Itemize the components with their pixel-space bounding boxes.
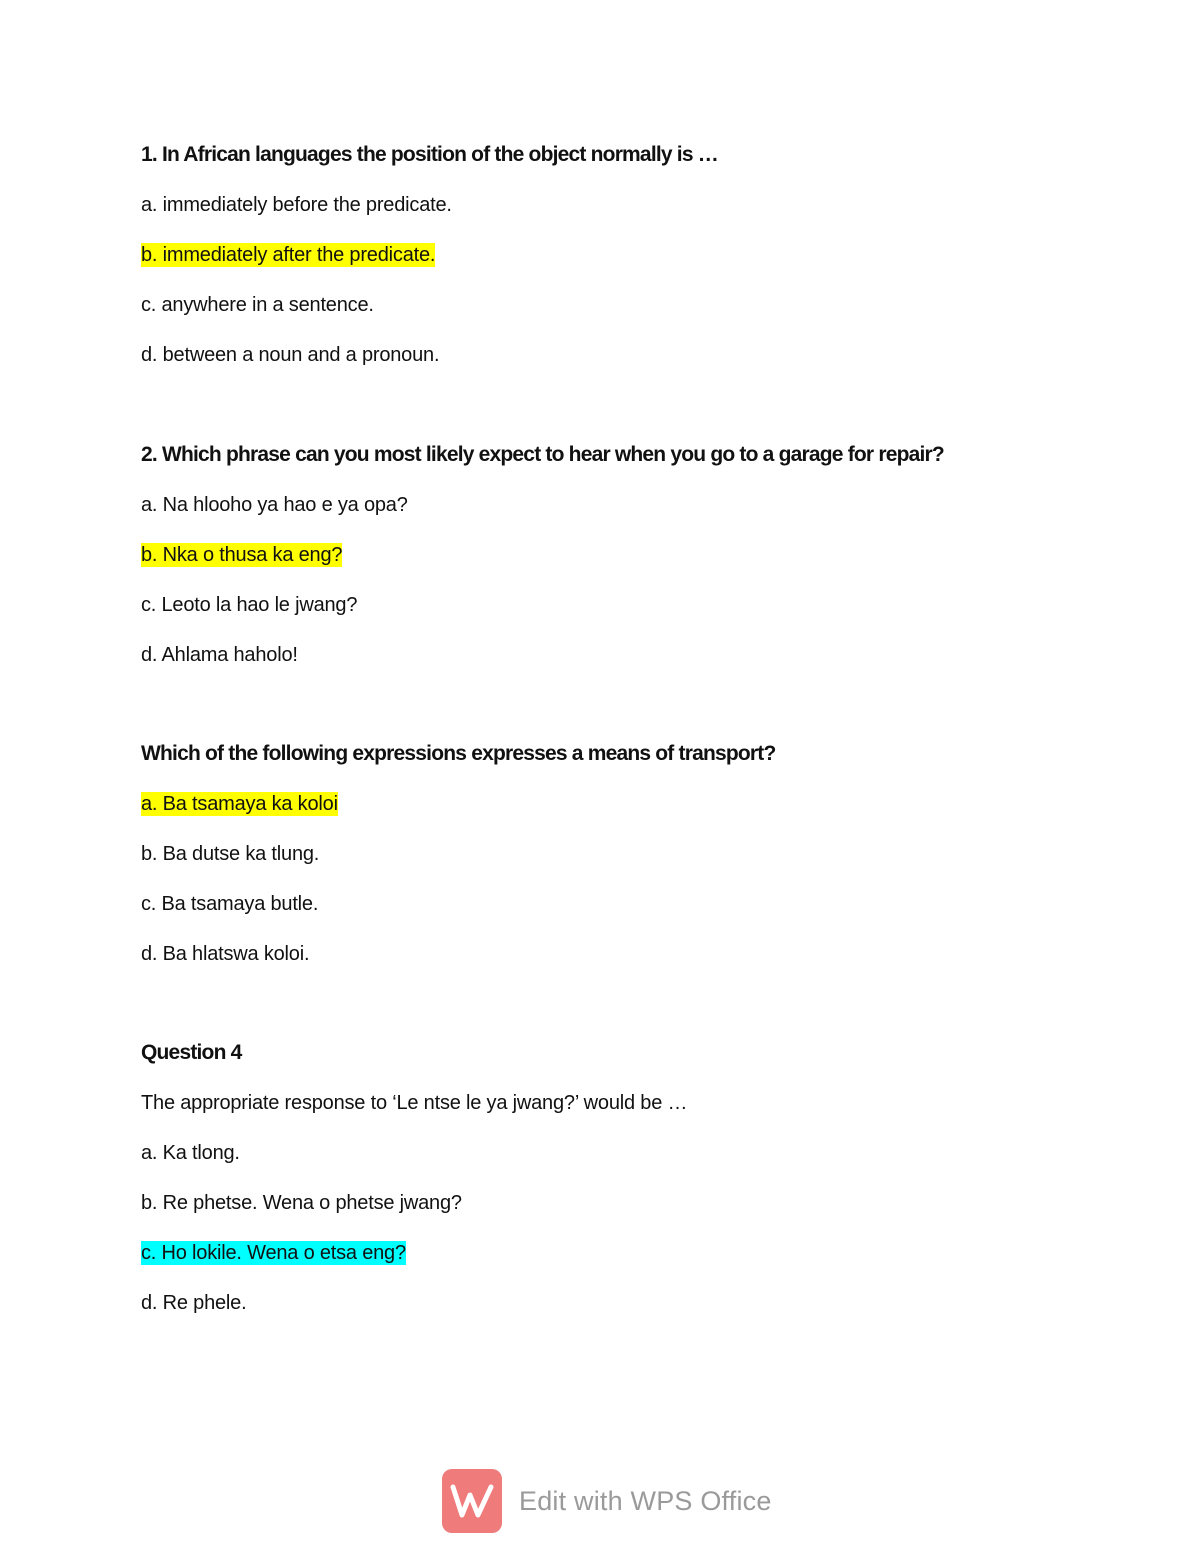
- question-2: [141, 442, 1081, 668]
- option-a: a. Na hlooho ya hao e ya opa?: [141, 494, 408, 516]
- option-d: d. Ba hlatswa koloi.: [141, 943, 310, 965]
- option-d: d. Re phele.: [141, 1292, 247, 1314]
- question-title: 1. In African languages the position of the object normally is …: [141, 143, 718, 166]
- option-c: c. anywhere in a sentence.: [141, 294, 374, 316]
- option-d: d. between a noun and a pronoun.: [141, 344, 440, 366]
- option-a: a. Ka tlong.: [141, 1142, 240, 1164]
- option-c: c. Ba tsamaya butle.: [141, 893, 319, 915]
- option-b: b. Ba dutse ka tlung.: [141, 843, 320, 865]
- question-prompt: The appropriate response to ‘Le ntse le ya jwang?’ would be …: [141, 1092, 688, 1114]
- question-4: [141, 1040, 1081, 1316]
- option-b-highlighted: b. immediately after the predicate.: [141, 244, 436, 266]
- option-c-highlighted: c. Ho lokile. Wena o etsa eng?: [141, 1242, 406, 1264]
- option-b: b. Re phetse. Wena o phetse jwang?: [141, 1192, 462, 1214]
- option-b-highlighted: b. Nka o thusa ka eng?: [141, 544, 343, 566]
- wps-w-glyph-icon: [450, 1483, 494, 1519]
- option-c: c. Leoto la hao le jwang?: [141, 594, 358, 616]
- question-title: 2. Which phrase can you most likely expect to hear when you go to a garage for repair?: [141, 443, 944, 466]
- question-1: [141, 142, 1081, 368]
- option-d: d. Ahlama haholo!: [141, 644, 298, 666]
- question-title: Question 4: [141, 1041, 242, 1064]
- question-3: [141, 741, 1081, 967]
- option-a: a. immediately before the predicate.: [141, 194, 452, 216]
- wps-edit-text[interactable]: Edit with WPS Office: [519, 1485, 772, 1516]
- question-title: Which of the following expressions expresses a means of transport?: [141, 742, 776, 765]
- option-a-highlighted: a. Ba tsamaya ka koloi: [141, 793, 338, 815]
- wps-logo-icon: [442, 1469, 502, 1533]
- wps-edit-banner[interactable]: [442, 1469, 772, 1533]
